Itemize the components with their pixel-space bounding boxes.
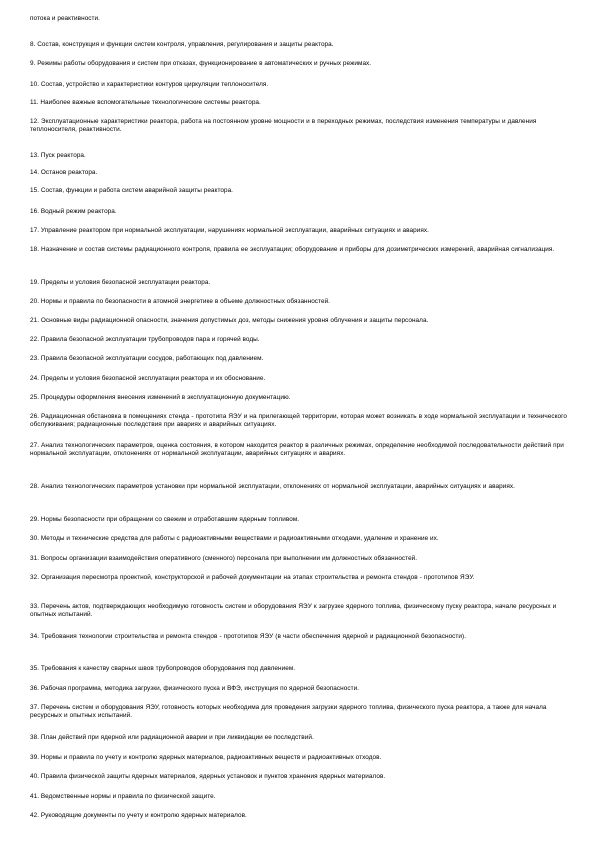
list-item-38: 38. План действий при ядерной или радиационной аварии и при ликвидации ее последствий. <box>30 734 314 741</box>
list-item-32: 32. Организация пересмотра проектной, конструкторской и рабочей документации на этапах строительства и ремонта стендов - прототипов ЯЭУ. <box>30 574 475 581</box>
list-item-22: 22. Правила безопасной эксплуатации трубопроводов пара и горячей воды. <box>30 336 260 343</box>
list-item-14: 14. Останов реактора. <box>30 169 98 176</box>
list-item-13: 13. Пуск реактора. <box>30 152 86 159</box>
list-item-21: 21. Основные виды радиационной опасности, значения допустимых доз, методы снижения уровня облучения и защиты персонала. <box>30 317 429 324</box>
list-item-8: 8. Состав, конструкция и функции систем контроля, управления, регулирования и защиты реактора. <box>30 41 334 48</box>
list-item-18: 18. Назначение и состав системы радиационного контроля, правила ее эксплуатации; оборудование и приборы для дозиметрических измерений, аварийная сигнализация. <box>30 246 555 253</box>
list-item-26: 26. Радиационная обстановка в помещениях стенда - прототипа ЯЭУ и на прилегающей территории, которая может возникать в ходе нормальной эксплуатации и технического обслуживания; радиационные последствия при авариях и аварийных ситуациях. <box>30 413 567 429</box>
list-item-33: 33. Перечень актов, подтверждающих необходимую готовность систем и оборудования ЯЭУ к загрузке ядерного топлива, физическому пуску реактора, начале ресурсных и опытных испытаний. <box>30 603 557 619</box>
list-item-20: 20. Нормы и правила по безопасности в атомной энергетике в объеме должностных обязанностей. <box>30 298 331 305</box>
list-item-37: 37. Перечень систем и оборудования ЯЭУ, готовность которых необходима для проведения загрузки ядерного топлива, физического пуска реактора, а также для начала ресурсных и опытных испытаний. <box>30 704 547 720</box>
list-item-16: 16. Водный режим реактора. <box>30 208 117 215</box>
list-item-24: 24. Пределы и условия безопасной эксплуатации реактора и их обоснование. <box>30 375 266 382</box>
list-item-34: 34. Требования технологии строительства и ремонта стендов - прототипов ЯЭУ (в части обеспечения ядерной и радиационной безопасности). <box>30 633 467 640</box>
list-item-23: 23. Правила безопасной эксплуатации сосудов, работающих под давлением. <box>30 355 264 362</box>
list-item-41: 41. Ведомственные нормы и правила по физической защите. <box>30 793 216 800</box>
list-item-19: 19. Пределы и условия безопасной эксплуатации реактора. <box>30 279 211 286</box>
list-item-42: 42. Руководящие документы по учету и контролю ядерных материалов. <box>30 812 247 819</box>
list-item-15: 15. Состав, функции и работа систем аварийной защиты реактора. <box>30 187 233 194</box>
list-item-35: 35. Требования к качеству сварных швов трубопроводов оборудования под давлением. <box>30 665 296 672</box>
list-item-9: 9. Режимы работы оборудования и систем при отказах, функционирование в автоматических и ручных режимах. <box>30 60 372 67</box>
list-item-30: 30. Методы и технические средства для работы с радиоактивными веществами и радиоактивными отходами, удаление и хранение их. <box>30 535 439 542</box>
list-item-27: 27. Анализ технологических параметров, оценка состояния, в котором находится реактор в различных режимах, определение необходимой последовательности действий при нормальной эксплуатации, отклонениях от нормальной эксплуатации, аварийных ситуациях и авариях. <box>30 442 564 458</box>
list-item-continuation: потока и реактивности. <box>30 15 100 22</box>
list-item-31: 31. Вопросы организации взаимодействия оперативного (сменного) персонала при выполнении им должностных обязанностей. <box>30 555 418 562</box>
list-item-39: 39. Нормы и правила по учету и контролю ядерных материалов, радиоактивных веществ и радиоактивных отходов. <box>30 754 382 761</box>
list-item-10: 10. Состав, устройство и характеристики контуров циркуляции теплоносителя. <box>30 81 269 88</box>
list-item-36: 36. Рабочая программа, методика загрузки, физического пуска и ВФЭ, инструкция по ядерной безопасности. <box>30 685 360 692</box>
list-item-40: 40. Правила физической защиты ядерных материалов, ядерных установок и пунктов хранения ядерных материалов. <box>30 773 386 780</box>
list-item-11: 11. Наиболее важные вспомогательные технологические системы реактора. <box>30 99 261 106</box>
list-item-28: 28. Анализ технологических параметров установки при нормальной эксплуатации, отклонениях от нормальной эксплуатации, аварийных ситуациях и авариях. <box>30 483 515 490</box>
list-item-29: 29. Нормы безопасности при обращении со свежим и отработавшим ядерным топливом. <box>30 516 300 523</box>
list-item-17: 17. Управление реактором при нормальной эксплуатации, нарушениях нормальной эксплуатации, аварийных ситуациях и авариях. <box>30 227 429 234</box>
list-item-25: 25. Процедуры оформления внесения изменений в эксплуатационную документацию. <box>30 394 291 401</box>
list-item-12: 12. Эксплуатационные характеристики реактора, работа на постоянном уровне мощности и в переходных режимах, последствия изменения температуры и давления теплоносителя, реактивности. <box>30 118 537 134</box>
